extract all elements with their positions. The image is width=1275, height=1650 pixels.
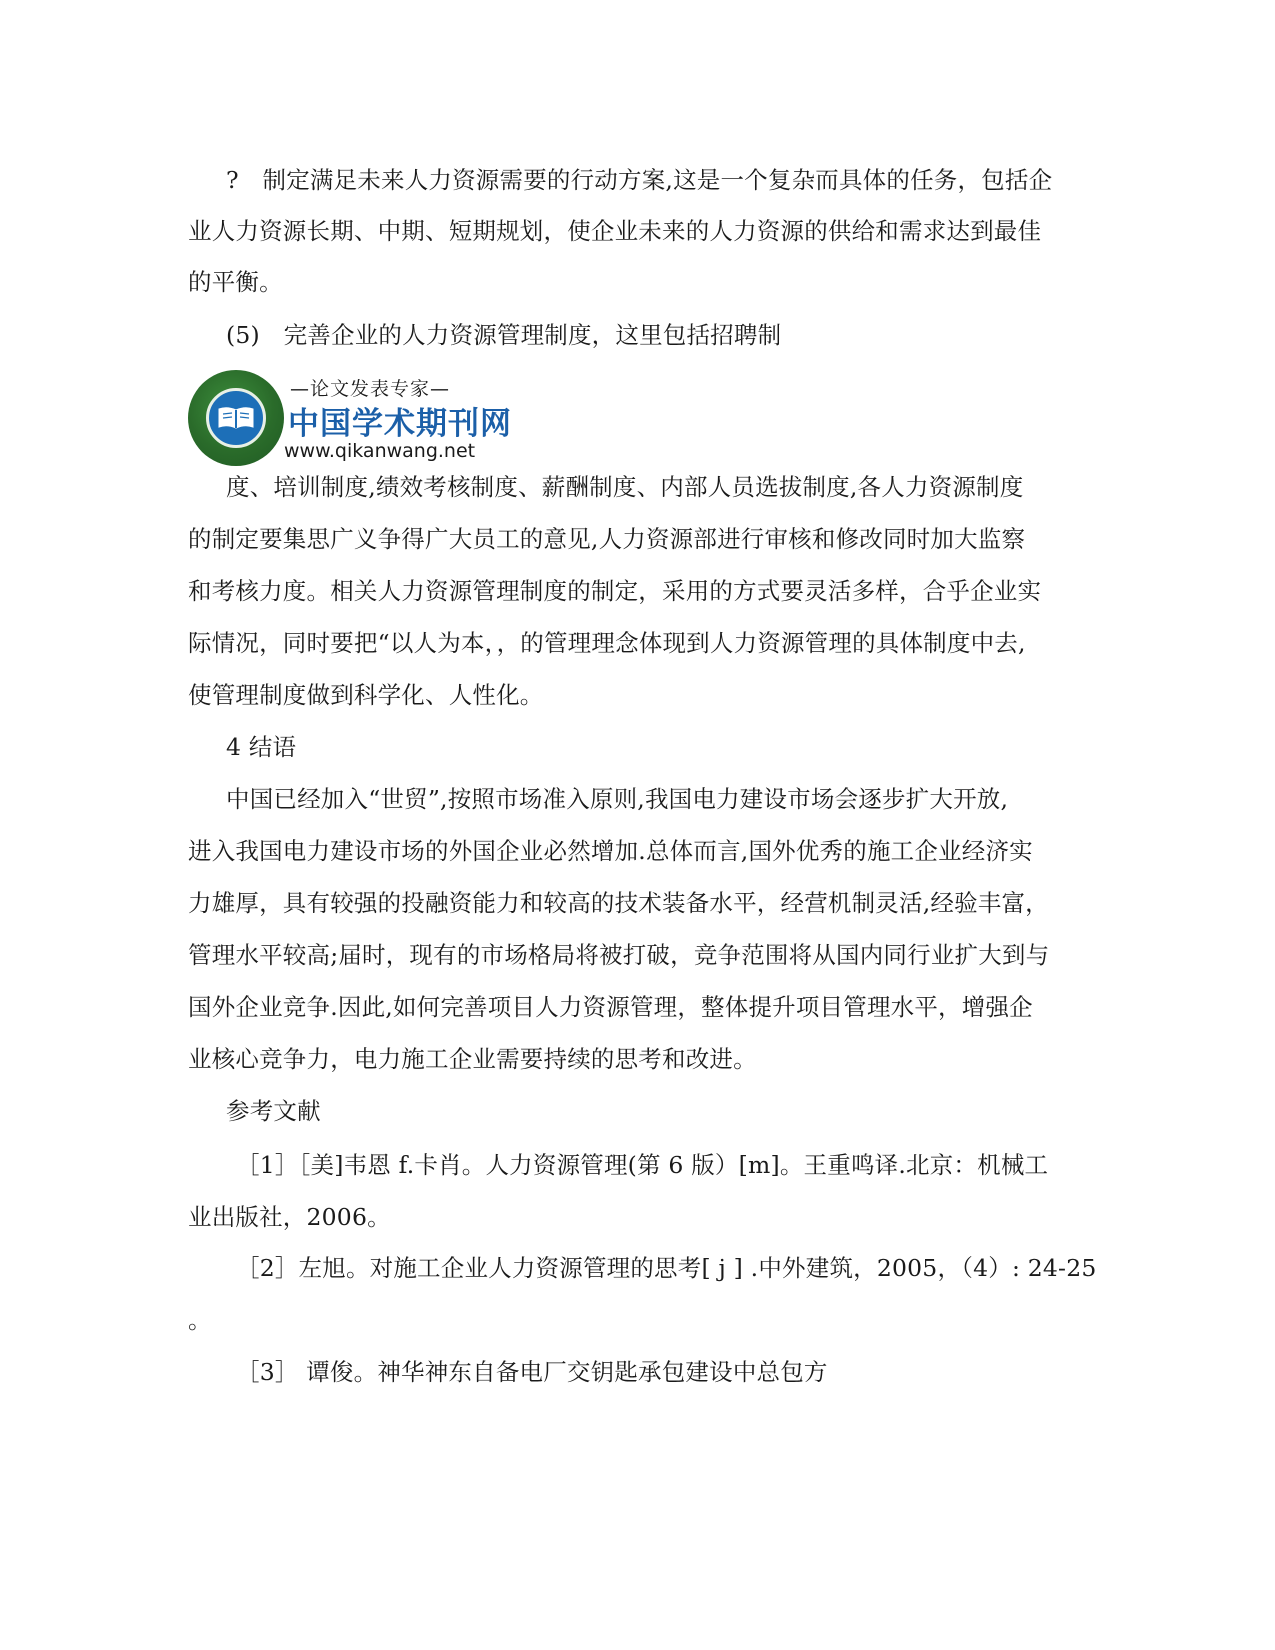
references-title: 参考文献 — [226, 1097, 321, 1125]
reference-item: 。 — [188, 1306, 212, 1334]
reference-item: ［2］左旭。对施工企业人力资源管理的思考[ j ] .中外建筑，2005，（4）: 24-25 — [236, 1254, 1097, 1282]
paragraph-line: 业人力资源长期、中期、短期规划，使企业未来的人力资源的供给和需求达到最佳 — [188, 217, 1042, 245]
qikanwang-logo — [188, 368, 512, 468]
logo-slogan: —论文发表专家— — [290, 378, 451, 400]
paragraph-line: 的制定要集思广义争得广大员工的意见,人力资源部进行审核和修改同时加大监察 — [188, 525, 1026, 553]
paragraph-line: ? 制定满足未来人力资源需要的行动方案,这是一个复杂而具体的任务，包括企 — [226, 166, 1053, 194]
paragraph-line: 国外企业竞争.因此,如何完善项目人力资源管理，整体提升项目管理水平，增强企 — [188, 993, 1033, 1021]
logo-url: www.qikanwang.net — [284, 440, 476, 462]
paragraph-line: 度、培训制度,绩效考核制度、薪酬制度、内部人员选拔制度,各人力资源制度 — [226, 473, 1024, 501]
reference-item: 业出版社，2006。 — [188, 1203, 391, 1231]
paragraph-line: 际情况，同时要把“以人为本，，的管理理念体现到人力资源管理的具体制度中去, — [188, 629, 1026, 657]
paragraph-line: 力雄厚，具有较强的投融资能力和较高的技术装备水平，经营机制灵活,经验丰富， — [188, 889, 1049, 917]
paragraph-line: 的平衡。 — [188, 268, 283, 296]
reference-item: ［3］ 谭俊。神华神东自备电厂交钥匙承包建设中总包方 — [236, 1358, 828, 1386]
paragraph-line: (5) 完善企业的人力资源管理制度，这里包括招聘制 — [226, 321, 782, 349]
paragraph-line: 管理水平较高;届时，现有的市场格局将被打破，竞争范围将从国内同行业扩大到与 — [188, 941, 1050, 969]
paragraph-line: 和考核力度。相关人力资源管理制度的制定，采用的方式要灵活多样，合乎企业实 — [188, 577, 1042, 605]
logo-name: 中国学术期刊网 — [288, 406, 512, 442]
paragraph-line: 业核心竞争力，电力施工企业需要持续的思考和改进。 — [188, 1045, 757, 1073]
book-icon — [217, 405, 255, 429]
paragraph-line: 使管理制度做到科学化、人性化。 — [188, 681, 544, 709]
reference-item: ［1］［美]韦恩 f.卡肖。人力资源管理(第 6 版）[m]。王重鸣译.北京：机械工 — [236, 1151, 1049, 1179]
paragraph-line: 中国已经加入“世贸”,按照市场准入原则,我国电力建设市场会逐步扩大开放, — [226, 785, 1009, 813]
logo-seal — [188, 370, 284, 466]
section-heading: 4 结语 — [226, 733, 297, 761]
paragraph-line: 进入我国电力建设市场的外国企业必然增加.总体而言,国外优秀的施工企业经济实 — [188, 837, 1033, 865]
